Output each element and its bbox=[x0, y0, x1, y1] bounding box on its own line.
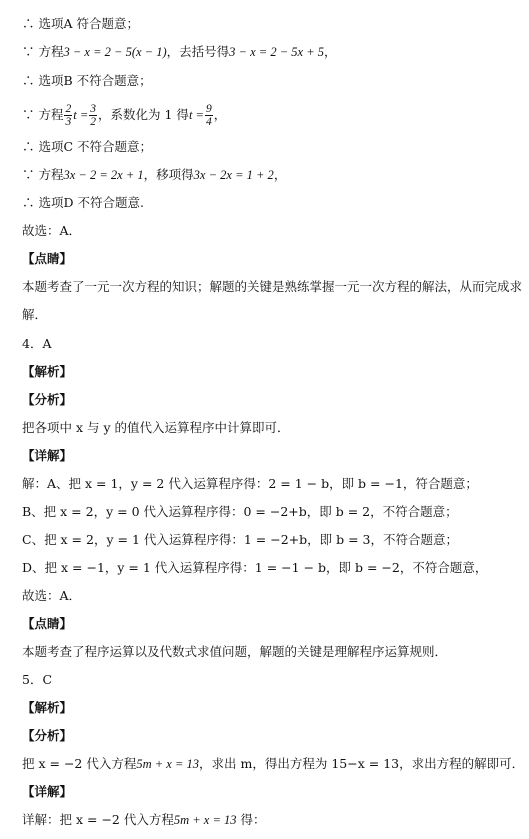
line-text: 故选：A． bbox=[22, 223, 82, 238]
text-line bbox=[22, 73, 523, 89]
text-line bbox=[22, 223, 523, 239]
line-text: 把 x = −2 代入方程 bbox=[22, 756, 137, 771]
equation: 5m + x = 13 bbox=[173, 813, 237, 827]
equation-line bbox=[22, 812, 523, 828]
line-text: 解：A、把 x = 1，y = 2 代入运算程序得：2 = 1 − b，即 b = −1，符合题意； bbox=[22, 476, 478, 491]
line-text: ， bbox=[324, 44, 337, 59]
line-text: 本题考查了一元一次方程的知识；解题的关键是熟练掌握一元一次方程的解法，从而完成求 bbox=[22, 279, 523, 294]
line-text: 解． bbox=[22, 307, 48, 322]
line-text: 【详解】 bbox=[22, 448, 73, 463]
line-text: ，去括号得 bbox=[166, 44, 230, 59]
line-text: ∵ 方程 bbox=[22, 107, 64, 122]
equation: 3x − 2 = 2x + 1 bbox=[63, 168, 144, 182]
section-heading bbox=[22, 728, 523, 744]
fraction-denominator: 2 bbox=[90, 116, 97, 128]
line-text: ∵ 方程 bbox=[22, 44, 64, 59]
line-text: 4．A bbox=[22, 336, 52, 351]
section-heading bbox=[22, 616, 523, 632]
text-line bbox=[22, 139, 523, 155]
line-text: 本题考查了程序运算以及代数式求值问题，解题的关键是理解程序运算规则． bbox=[22, 644, 448, 659]
text-line bbox=[22, 16, 523, 32]
text-line bbox=[22, 420, 523, 436]
line-text: 【分析】 bbox=[22, 728, 73, 743]
text-line bbox=[22, 532, 523, 548]
equation: 5m + x = 13 bbox=[136, 757, 200, 771]
line-text: ∴ 选项A 符合题意； bbox=[22, 16, 139, 31]
line-text: B、把 x = 2，y = 0 代入运算程序得：0 = −2+b，即 b = 2，不符合题意； bbox=[22, 504, 458, 519]
line-text: 故选：A． bbox=[22, 588, 82, 603]
line-text: 【点睛】 bbox=[22, 616, 73, 631]
fraction-numerator: 9 bbox=[205, 103, 212, 115]
question-number bbox=[22, 672, 523, 688]
line-text: 【解析】 bbox=[22, 364, 73, 379]
line-text: 把各项中 x 与 y 的值代入运算程序中计算即可． bbox=[22, 420, 290, 435]
line-text: ， bbox=[213, 107, 227, 122]
text-line bbox=[22, 588, 523, 604]
line-text: D、把 x = −1，y = 1 代入运算程序得：1 = −1 − b，即 b = −2，不符合题意， bbox=[22, 560, 488, 575]
fraction bbox=[89, 103, 97, 128]
equation: 3 − x = 2 − 5(x − 1) bbox=[63, 45, 167, 59]
text-line bbox=[22, 504, 523, 520]
line-text: 【详解】 bbox=[22, 784, 73, 799]
equation-line bbox=[22, 756, 523, 772]
line-text: ，求出 m，得出方程为 15−x = 13，求出方程的解即可． bbox=[199, 756, 525, 771]
line-text: 详解：把 x = −2 代入方程 bbox=[22, 812, 174, 827]
fraction-numerator: 3 bbox=[90, 103, 97, 115]
fraction-denominator: 3 bbox=[65, 116, 72, 128]
section-heading bbox=[22, 448, 523, 464]
line-text: ∴ 选项D 不符合题意. bbox=[22, 195, 144, 210]
line-text: 5．C bbox=[22, 672, 53, 687]
section-heading bbox=[22, 700, 523, 716]
line-text: 【点睛】 bbox=[22, 251, 73, 266]
section-heading bbox=[22, 251, 523, 267]
line-text: 【解析】 bbox=[22, 700, 73, 715]
line-text: 得： bbox=[236, 812, 266, 827]
line-text: ， bbox=[273, 167, 287, 182]
equation: t = bbox=[188, 108, 204, 122]
text-line bbox=[22, 644, 523, 660]
equation-line bbox=[22, 44, 523, 60]
line-text: ，系数化为 1 得 bbox=[98, 107, 189, 122]
text-line bbox=[22, 307, 523, 323]
line-text: ∴ 选项B 不符合题意； bbox=[22, 73, 152, 88]
text-line bbox=[22, 560, 523, 576]
line-text: ∴ 选项C 不符合题意； bbox=[22, 139, 153, 154]
equation: 3x − 2x = 1 + 2 bbox=[193, 168, 274, 182]
text-line bbox=[22, 195, 523, 211]
line-text: ∵ 方程 bbox=[22, 167, 64, 182]
question-number bbox=[22, 336, 523, 352]
line-text: 【分析】 bbox=[22, 392, 73, 407]
equation: 3 − x = 2 − 5x + 5 bbox=[229, 45, 325, 59]
section-heading bbox=[22, 784, 523, 800]
line-text: C、把 x = 2，y = 1 代入运算程序得：1 = −2+b，即 b = 3，不符合题意； bbox=[22, 532, 458, 547]
text-line bbox=[22, 476, 523, 492]
fraction bbox=[205, 103, 213, 128]
line-text: ，移项得 bbox=[143, 167, 194, 182]
fraction-numerator: 2 bbox=[65, 103, 72, 115]
section-heading bbox=[22, 364, 523, 380]
text-line bbox=[22, 279, 523, 295]
equation-line bbox=[22, 100, 523, 130]
fraction-denominator: 4 bbox=[205, 116, 212, 128]
equation-line bbox=[22, 167, 523, 183]
section-heading bbox=[22, 392, 523, 408]
fraction bbox=[64, 103, 72, 128]
equation: t = bbox=[73, 108, 89, 122]
